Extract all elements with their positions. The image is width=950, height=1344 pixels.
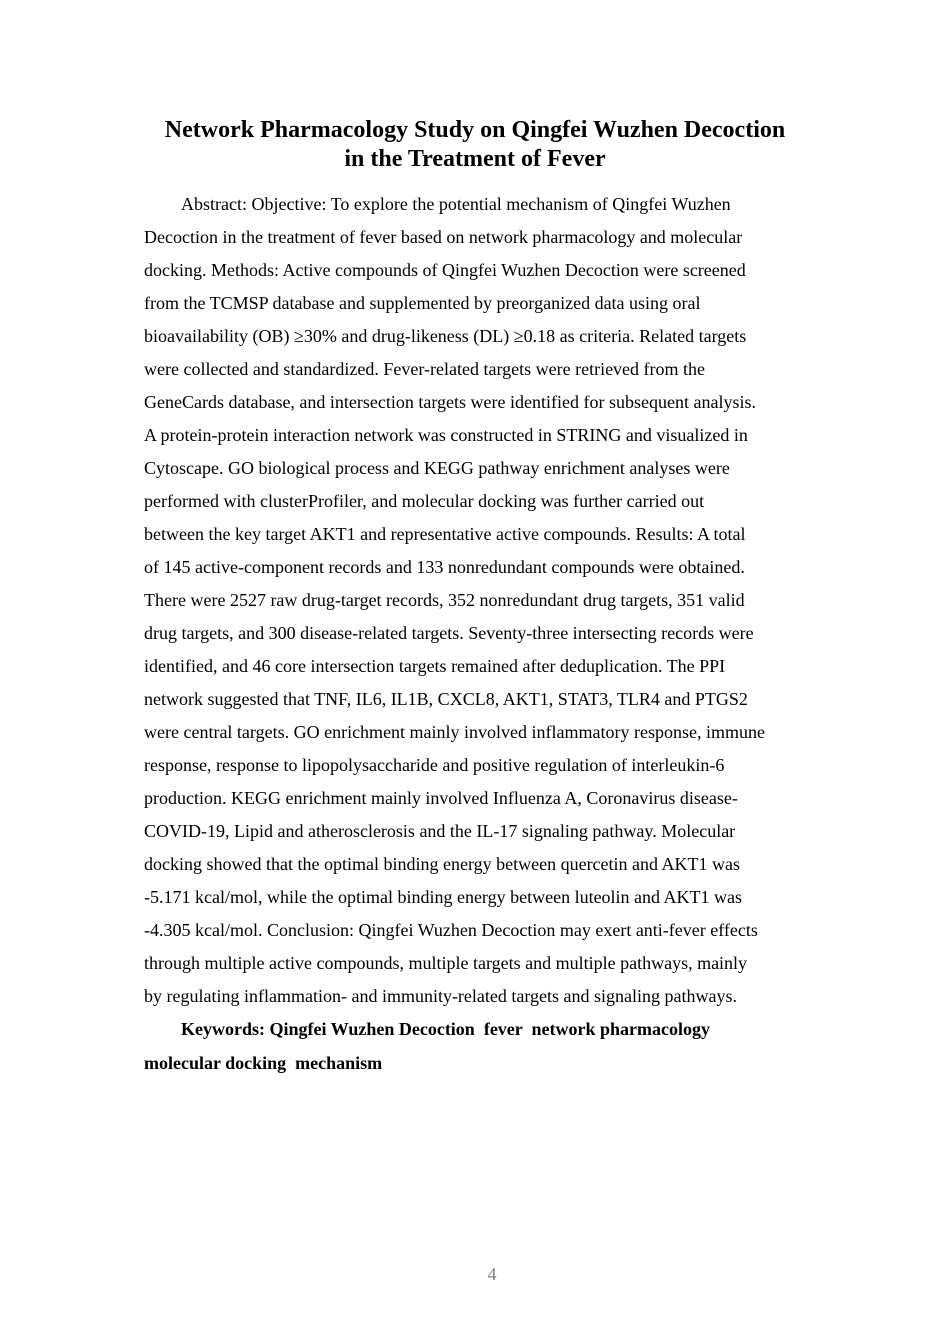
paper-title <box>130 116 820 174</box>
abstract-line: docking showed that the optimal binding energy between quercetin and AKT1 was <box>144 854 741 874</box>
title-line-1: Network Pharmacology Study on Qingfei Wuzhen Decoction <box>164 117 786 143</box>
abstract-line: between the key target AKT1 and representative active compounds. Results: A total <box>144 524 746 544</box>
keywords-line-1: Keywords: Qingfei Wuzhen Decoction fever network pharmacology <box>181 1019 710 1039</box>
abstract-line: were collected and standardized. Fever-related targets were retrieved from the <box>144 359 706 379</box>
abstract-line: were central targets. GO enrichment mainly involved inflammatory response, immune <box>144 722 765 742</box>
abstract-line: Cytoscape. GO biological process and KEGG pathway enrichment analyses were <box>144 458 730 478</box>
abstract-line: -4.305 kcal/mol. Conclusion: Qingfei Wuzhen Decoction may exert anti-fever effects <box>144 920 758 940</box>
abstract-line: response, response to lipopolysaccharide and positive regulation of interleukin-6 <box>144 755 725 775</box>
abstract-line: network suggested that TNF, IL6, IL1B, CXCL8, AKT1, STAT3, TLR4 and PTGS2 <box>144 689 748 709</box>
abstract-line: docking. Methods: Active compounds of Qingfei Wuzhen Decoction were screened <box>144 260 746 280</box>
abstract-line: of 145 active-component records and 133 nonredundant compounds were obtained. <box>144 557 745 577</box>
abstract-line: GeneCards database, and intersection targets were identified for subsequent analysis. <box>144 392 756 412</box>
abstract-line: drug targets, and 300 disease-related targets. Seventy-three intersecting records were <box>144 623 754 643</box>
abstract-paragraph <box>144 188 808 1013</box>
title-line-2: in the Treatment of Fever <box>344 146 606 172</box>
abstract-line: Decoction in the treatment of fever based on network pharmacology and molecular <box>144 227 743 247</box>
abstract-line: Abstract: Objective: To explore the potential mechanism of Qingfei Wuzhen <box>181 194 731 214</box>
abstract-line: through multiple active compounds, multiple targets and multiple pathways, mainly <box>144 953 748 973</box>
keywords-line-2: molecular docking mechanism <box>144 1052 383 1073</box>
keywords-paragraph <box>144 1013 808 1080</box>
abstract-line: performed with clusterProfiler, and molecular docking was further carried out <box>144 491 705 511</box>
abstract-line: production. KEGG enrichment mainly involved Influenza A, Coronavirus disease- <box>144 788 738 808</box>
abstract-line: by regulating inflammation- and immunity-related targets and signaling pathways. <box>144 986 738 1006</box>
abstract-line: bioavailability (OB) ≥30% and drug-likeness (DL) ≥0.18 as criteria. Related targets <box>144 326 747 346</box>
abstract-line: COVID-19, Lipid and atherosclerosis and the IL-17 signaling pathway. Molecular <box>144 821 736 841</box>
abstract-line: There were 2527 raw drug-target records, 352 nonredundant drug targets, 351 valid <box>144 590 745 610</box>
abstract-line: A protein-protein interaction network was constructed in STRING and visualized in <box>144 425 748 445</box>
abstract-line: -5.171 kcal/mol, while the optimal binding energy between luteolin and AKT1 was <box>144 887 743 907</box>
page-number: 4 <box>487 1264 497 1284</box>
abstract-line: from the TCMSP database and supplemented by preorganized data using oral <box>144 293 701 313</box>
abstract-line: identified, and 46 core intersection targets remained after deduplication. The PPI <box>144 656 726 676</box>
